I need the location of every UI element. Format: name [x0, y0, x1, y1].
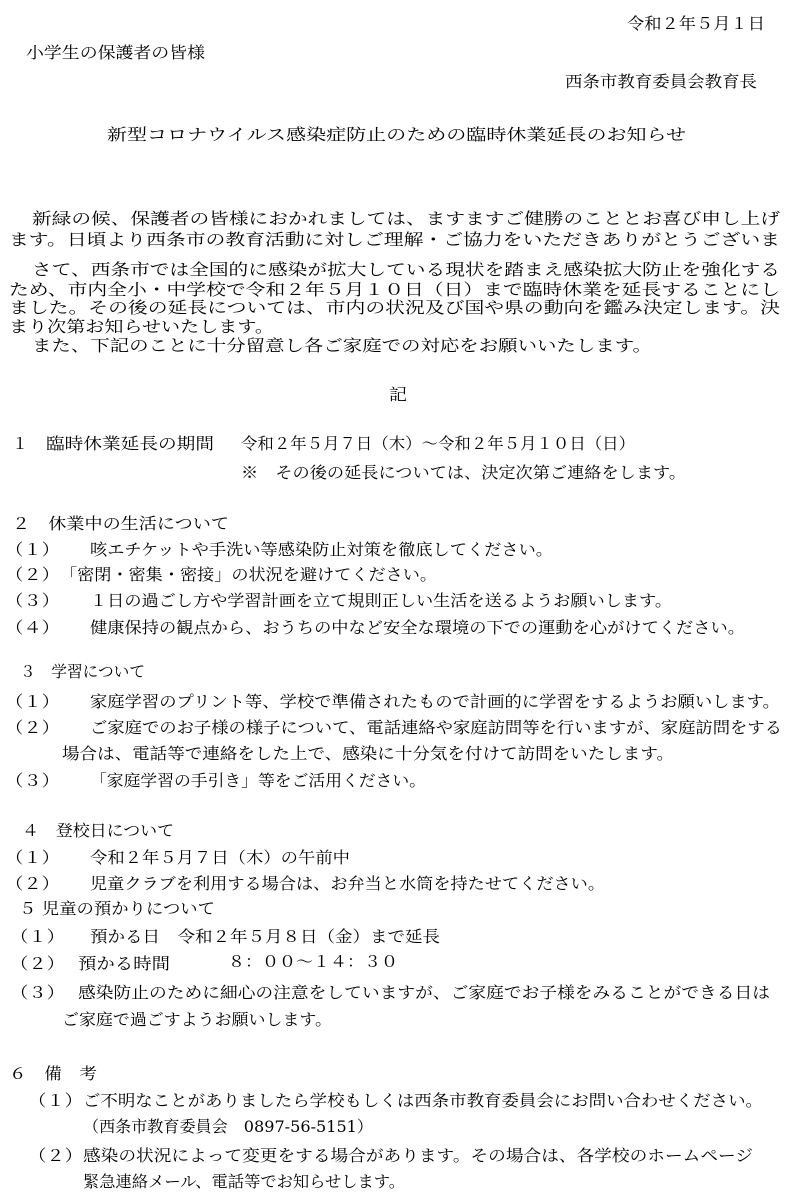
section3-item-2-text: ご家庭でのお子様の様子について、電話連絡や家庭訪問等を行いますが、家庭訪問をする	[90, 718, 782, 737]
intro-line-1: 新緑の候、保護者の皆様におかれましては、ますますご健勝のこととお喜び申し上げ	[32, 209, 780, 228]
section1-note: ※ その後の延長については、決定次第ご連絡をします。	[241, 463, 686, 482]
section3-item-1-number: （１）	[5, 692, 60, 711]
intro-line-6: まり次第お知らせいたします。	[9, 317, 274, 336]
section2-item-2-text: 「密閉・密集・密接」の状況を避けてください。	[60, 565, 437, 584]
section1-number: １	[12, 434, 29, 453]
section4-item-2-number: （２）	[5, 874, 60, 893]
section3-item-3-number: （３）	[5, 771, 60, 790]
section5-item-2-label: 預かる時間	[78, 954, 170, 973]
section5-item-1-text: 預かる日 令和２年５月８日（金）まで延長	[90, 927, 440, 946]
intro-line-5: ました。その後の延長については、市内の状況及び国や県の動向を鑑み決定します。決	[9, 298, 780, 317]
section3-item-3-text: 「家庭学習の手引き」等をご活用ください。	[90, 771, 426, 790]
section2-heading: ２ 休業中の生活について	[12, 514, 229, 533]
section3-item-2-continuation: 場合は、電話等で連絡をした上で、感染に十分気を付けて訪問をいたします。	[62, 744, 674, 763]
intro-line-2: ます。日頃より西条市の教育活動に対しご理解・ご協力をいただきありがとうございま	[9, 230, 780, 249]
section2-item-3-number: （３）	[5, 591, 60, 610]
ki-label: 記	[389, 385, 407, 404]
section3-item-1-text: 家庭学習のプリント等、学校で準備されたもので計画的に学習をするようお願いします。	[90, 692, 780, 711]
section2-item-4-number: （４）	[5, 618, 60, 637]
section1-value: 令和２年５月７日（木）～令和２年５月１０日（日）	[241, 434, 635, 453]
section5-item-2-value: ８：００～１４：３０	[228, 952, 398, 971]
section6-item-1-contact: （西条市教育委員会 0897-56-5151）	[83, 1117, 373, 1136]
section6-item-2-continuation: 緊急連絡メール、電話等でお知らせします。	[83, 1172, 405, 1191]
section4-item-2-text: 児童クラブを利用する場合は、お弁当と水筒を持たせてください。	[90, 874, 605, 893]
intro-line-7: また、下記のことに十分留意し各ご家庭での対応をお願いいたします。	[32, 336, 652, 355]
section5-heading: ５ 児童の預かりについて	[19, 899, 215, 918]
section5-item-2-number: （２）	[10, 954, 65, 973]
section5-item-3-number: （３）	[10, 983, 65, 1002]
section3-item-2-number: （２）	[5, 718, 60, 737]
section6-item-1-text: ご不明なことがありましたら学校もしくは西条市教育委員会にお問い合わせください。	[83, 1091, 763, 1110]
date-line: 令和２年５月１日	[627, 14, 765, 33]
section2-item-4-text: 健康保持の観点から、おうちの中など安全な環境の下での運動を心がけてください。	[90, 618, 745, 637]
section4-heading: ４ 登校日について	[22, 821, 174, 840]
section2-item-2-number: （２）	[5, 565, 60, 584]
section5-item-1-number: （１）	[10, 927, 65, 946]
section5-item-3-continuation: ご家庭で過ごすようお願いします。	[62, 1010, 332, 1029]
section2-item-1-number: （１）	[5, 540, 60, 559]
section4-item-1-number: （１）	[5, 848, 60, 867]
section5-item-3-text: 感染防止のために細心の注意をしていますが、ご家庭でお子様をみることができる日は	[78, 983, 770, 1002]
section1-label: 臨時休業延長の期間	[46, 434, 215, 453]
section6-item-2-number: （２）	[28, 1146, 83, 1165]
section2-item-3-text: １日の過ごし方や学習計画を立て規則正しい生活を送るようお願いします。	[90, 591, 672, 610]
document-title: 新型コロナウイルス感染症防止のための臨時休業延長のお知らせ	[107, 125, 686, 144]
section4-item-1-text: 令和２年５月７日（木）の午前中	[90, 848, 350, 867]
section3-heading: ３ 学習について	[20, 662, 145, 681]
recipient-line: 小学生の保護者の皆様	[26, 43, 205, 62]
section2-item-1-text: 咳エチケットや手洗い等感染防止対策を徹底してください。	[90, 540, 553, 559]
section6-heading: ６ 備 考	[9, 1064, 97, 1083]
sender-line: 西条市教育委員会教育長	[565, 72, 757, 91]
section6-item-1-number: （１）	[28, 1091, 83, 1110]
intro-line-3: さて、西条市では全国的に感染が拡大している現状を踏まえ感染拡大防止を強化する	[32, 260, 780, 279]
section6-item-2-text: 感染の状況によって変更をする場合があります。その場合は、各学校のホームページ	[83, 1146, 753, 1165]
intro-line-4: ため、市内全小・中学校で令和２年５月１０日（日）まで臨時休業を延長することにし	[9, 280, 780, 299]
